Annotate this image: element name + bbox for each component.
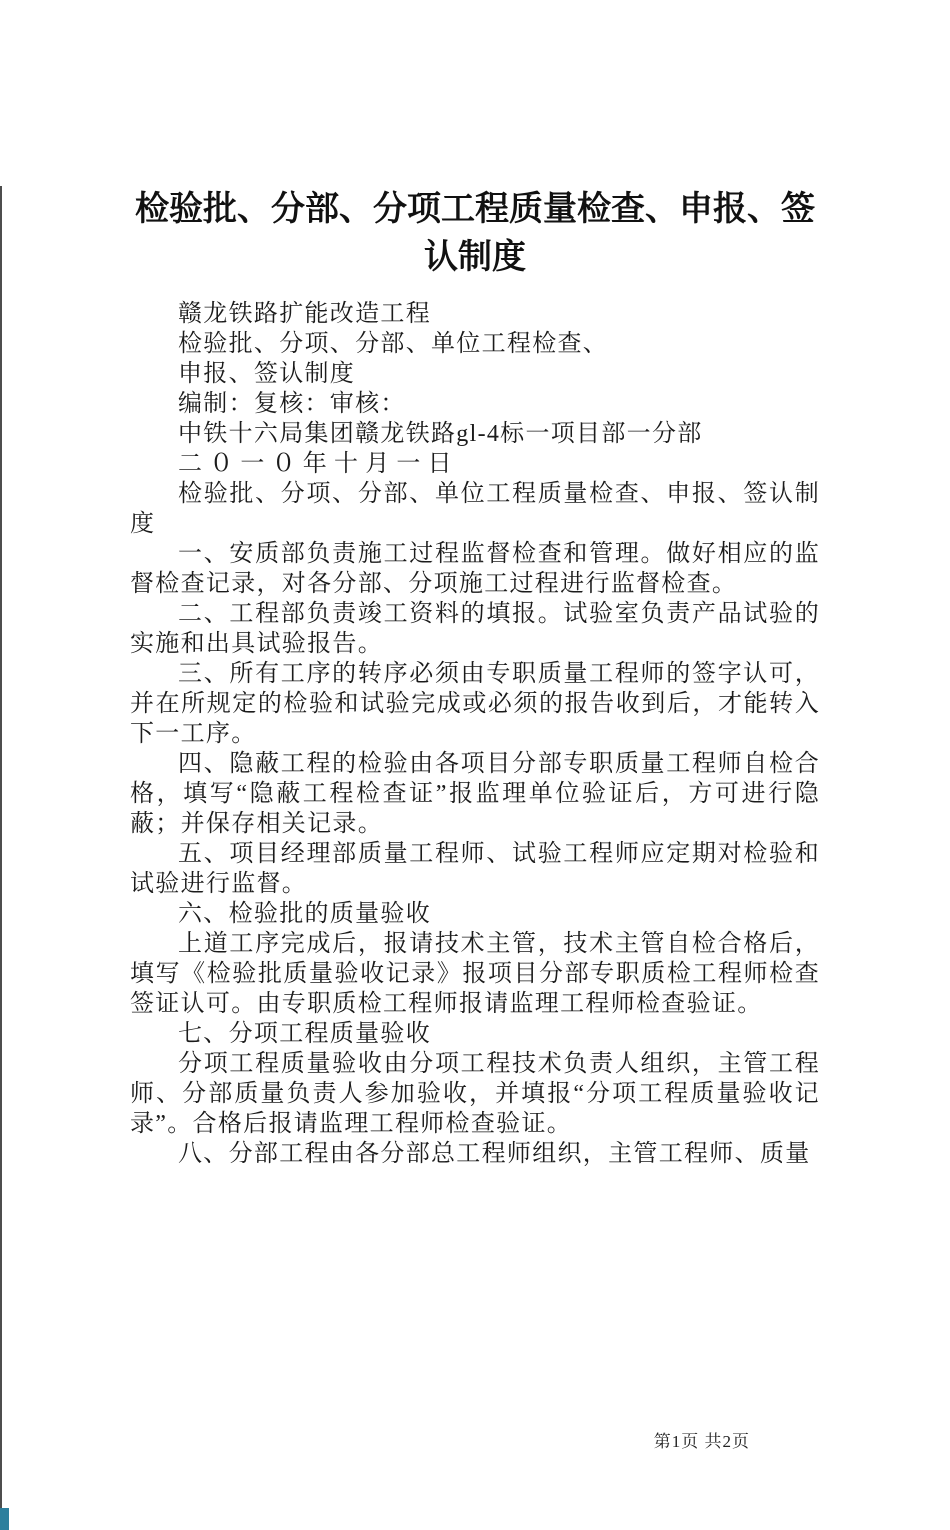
- paragraph-item-8: 八、分部工程由各分部总工程师组织，主管工程师、质量: [178, 1141, 811, 1167]
- page-edge-line: [0, 186, 2, 1530]
- document-body: [130, 299, 820, 1169]
- paragraph-section-heading: 检验批、分项、分部、单位工程质量检查、申报、签认制度: [130, 481, 820, 537]
- paragraph-signoff-labels: 编制：复核：审核：: [178, 391, 406, 417]
- paragraph-item-5: 五、项目经理部质量工程师、试验工程师应定期对检验和试验进行监督。: [130, 841, 820, 897]
- title-line-1: 检验批、分部、分项工程质量检查、申报、签: [135, 191, 815, 228]
- paragraph-item-7: 七、分项工程质量验收: [178, 1021, 431, 1047]
- paragraph-project-name: 赣龙铁路扩能改造工程: [178, 301, 431, 327]
- paragraph-item-7-body: 分项工程质量验收由分项工程技术负责人组织，主管工程师、分部质量负责人参加验收，并填报“分项工程质量验收记录”。合格后报请监理工程师检查验证。: [130, 1051, 820, 1137]
- paragraph-item-1: 一、安质部负责施工过程监督检查和管理。做好相应的监督检查记录，对各分部、分项施工过程进行监督检查。: [130, 541, 820, 597]
- page-number-text: 第1页 共2页: [653, 1432, 750, 1451]
- paragraph-item-3: 三、所有工序的转序必须由专职质量工程师的签字认可，并在所规定的检验和试验完成或必须的报告收到后，才能转入下一工序。: [130, 661, 820, 747]
- paragraph-subtitle-1: 检验批、分项、分部、单位工程检查、: [178, 331, 609, 357]
- paragraph-organization: 中铁十六局集团赣龙铁路gl-4标一项目部一分部: [178, 421, 703, 447]
- paragraph-item-2: 二、工程部负责竣工资料的填报。试验室负责产品试验的实施和出具试验报告。: [130, 601, 820, 657]
- paragraph-item-4: 四、隐蔽工程的检验由各项目分部专职质量工程师自检合格，填写“隐蔽工程检查证”报监理单位验证后，方可进行隐蔽；并保存相关记录。: [130, 751, 820, 837]
- paragraph-item-6: 六、检验批的质量验收: [178, 901, 431, 927]
- paragraph-item-6-body: 上道工序完成后，报请技术主管，技术主管自检合格后，填写《检验批质量验收记录》报项目分部专职质检工程师检查签证认可。由专职质检工程师报请监理工程师检查验证。: [130, 931, 820, 1017]
- page-footer: [654, 1427, 750, 1452]
- paragraph-date: 二０一０年十月一日: [178, 451, 459, 477]
- paragraph-subtitle-2: 申报、签认制度: [178, 361, 356, 387]
- title-line-2: 认制度: [424, 239, 526, 276]
- document-title: [0, 186, 950, 282]
- corner-accent-mark: [0, 1508, 9, 1530]
